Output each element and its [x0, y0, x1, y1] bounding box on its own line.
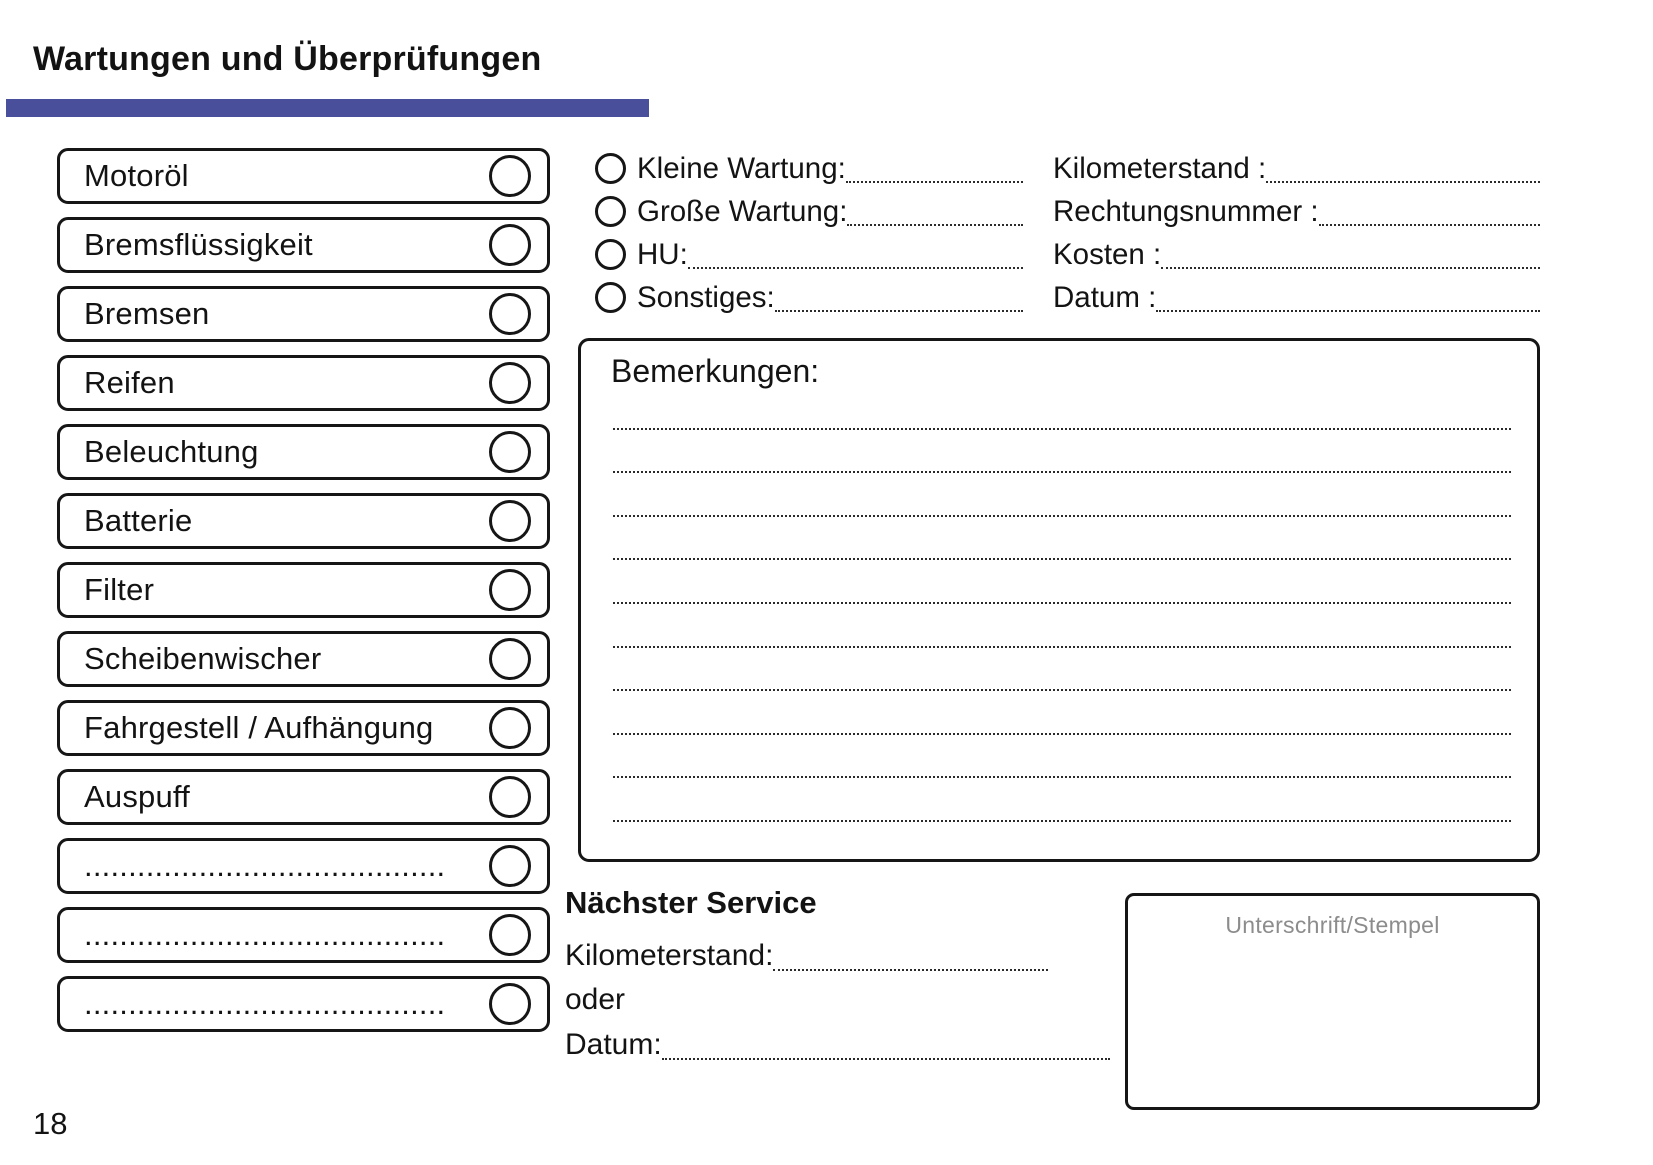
write-in-line[interactable]	[613, 604, 1511, 648]
write-in-line[interactable]	[1266, 181, 1540, 183]
checklist-item-label: Scheibenwischer	[84, 641, 322, 676]
write-in-line[interactable]	[613, 560, 1511, 604]
page-number: 18	[33, 1106, 68, 1141]
write-in-line[interactable]	[613, 430, 1511, 474]
checklist-item-label: Batterie	[84, 503, 193, 538]
service-type-option	[595, 233, 1023, 276]
record-field-label: Kosten :	[1053, 237, 1162, 271]
record-field-label: Rechtungsnummer :	[1053, 194, 1319, 228]
write-in-line[interactable]	[1161, 267, 1540, 269]
record-field	[1053, 190, 1540, 233]
write-in-line[interactable]	[662, 1058, 1110, 1060]
check-circle[interactable]	[489, 224, 531, 266]
check-circle[interactable]	[489, 293, 531, 335]
checklist-item	[57, 700, 550, 756]
write-in-line[interactable]	[1319, 224, 1540, 226]
radio-circle[interactable]	[595, 153, 626, 184]
next-service-km-label: Kilometerstand:	[565, 938, 774, 972]
next-service-date-label: Datum:	[565, 1027, 662, 1061]
service-type-option	[595, 276, 1023, 319]
service-type-options	[595, 147, 1023, 319]
checklist-item	[57, 355, 550, 411]
service-type-option	[595, 190, 1023, 233]
checklist-item-label: .........................................	[84, 848, 446, 883]
service-type-label: Große Wartung:	[637, 194, 848, 228]
checklist-item	[57, 286, 550, 342]
page-title: Wartungen und Überprüfungen	[33, 40, 542, 78]
check-circle[interactable]	[489, 155, 531, 197]
service-type-label: Kleine Wartung:	[637, 151, 846, 185]
checklist-item	[57, 424, 550, 480]
service-type-option	[595, 147, 1023, 190]
service-record-fields	[1053, 147, 1540, 319]
checklist-item-label: Reifen	[84, 365, 175, 400]
checklist-item-label: Auspuff	[84, 779, 190, 814]
radio-circle[interactable]	[595, 239, 626, 270]
check-circle[interactable]	[489, 845, 531, 887]
next-service-title: Nächster Service	[565, 885, 817, 920]
record-field-label: Datum :	[1053, 280, 1157, 314]
check-circle[interactable]	[489, 776, 531, 818]
service-type-label: Sonstiges:	[637, 280, 775, 314]
checklist-item	[57, 217, 550, 273]
checklist-item	[57, 838, 550, 894]
write-in-line[interactable]	[1156, 310, 1540, 312]
radio-circle[interactable]	[595, 196, 626, 227]
check-circle[interactable]	[489, 362, 531, 404]
checklist-item	[57, 562, 550, 618]
checklist-item	[57, 769, 550, 825]
checklist-item-label: Beleuchtung	[84, 434, 259, 469]
record-field	[1053, 233, 1540, 276]
record-field	[1053, 147, 1540, 190]
checklist-item-label: Bremsen	[84, 296, 210, 331]
checklist-item	[57, 907, 550, 963]
checklist-item-label: Filter	[84, 572, 155, 607]
check-circle[interactable]	[489, 707, 531, 749]
write-in-line[interactable]	[613, 778, 1511, 822]
checklist-item	[57, 976, 550, 1032]
next-service-or-label: oder	[565, 983, 626, 1016]
write-in-line[interactable]	[613, 648, 1511, 692]
write-in-line[interactable]	[613, 691, 1511, 735]
checklist-item	[57, 148, 550, 204]
check-circle[interactable]	[489, 983, 531, 1025]
service-type-label: HU:	[637, 237, 688, 271]
signature-box-label: Unterschrift/Stempel	[1225, 912, 1440, 938]
next-service-km-field	[565, 933, 1048, 978]
check-circle[interactable]	[489, 914, 531, 956]
write-in-line[interactable]	[613, 473, 1511, 517]
record-field	[1053, 276, 1540, 319]
write-in-line[interactable]	[613, 517, 1511, 561]
check-circle[interactable]	[489, 569, 531, 611]
checklist-item-label: Motoröl	[84, 158, 189, 193]
write-in-line[interactable]	[847, 224, 1023, 226]
write-in-line[interactable]	[613, 735, 1511, 779]
checklist-item-label: Bremsflüssigkeit	[84, 227, 313, 262]
remarks-title: Bemerkungen:	[611, 353, 820, 389]
record-field-label: Kilometerstand :	[1053, 151, 1267, 185]
signature-box[interactable]	[1125, 893, 1540, 1110]
remarks-lines	[613, 386, 1511, 822]
check-circle[interactable]	[489, 638, 531, 680]
write-in-line[interactable]	[773, 969, 1048, 971]
write-in-line[interactable]	[688, 267, 1023, 269]
inspection-checklist	[57, 148, 550, 1032]
write-in-line[interactable]	[613, 386, 1511, 430]
next-service-date-field	[565, 1022, 1110, 1067]
checklist-item-label: .........................................	[84, 917, 446, 952]
radio-circle[interactable]	[595, 282, 626, 313]
check-circle[interactable]	[489, 500, 531, 542]
title-underline	[6, 99, 649, 117]
checklist-item	[57, 631, 550, 687]
check-circle[interactable]	[489, 431, 531, 473]
write-in-line[interactable]	[846, 181, 1023, 183]
checklist-item-label: Fahrgestell / Aufhängung	[84, 710, 434, 745]
next-service-section	[565, 885, 1125, 1067]
write-in-line[interactable]	[775, 310, 1023, 312]
checklist-item-label: .........................................	[84, 986, 446, 1021]
checklist-item	[57, 493, 550, 549]
remarks-box	[578, 338, 1540, 862]
